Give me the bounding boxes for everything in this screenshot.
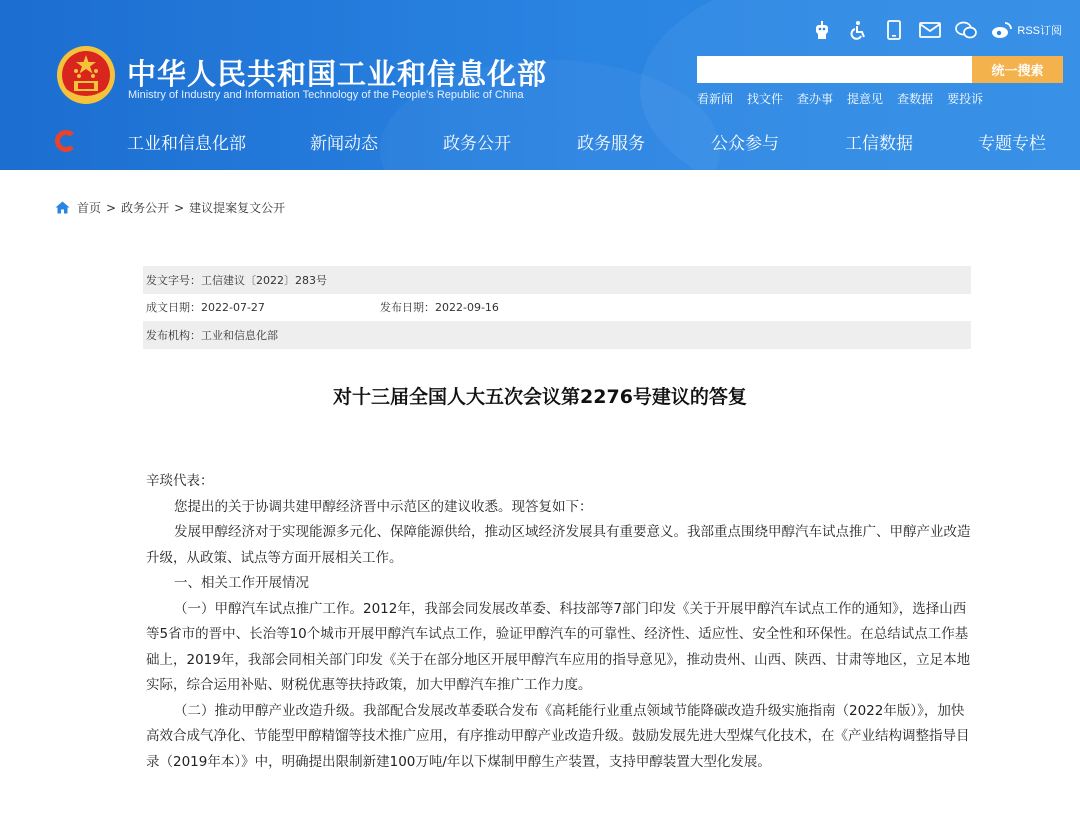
meta-row-doc-number (143, 266, 971, 294)
nav-item-ministry[interactable]: 工业和信息化部 (127, 134, 246, 154)
breadcrumb-separator: > (106, 200, 117, 215)
main-nav (0, 118, 1080, 162)
meta-doc-number: 工信建议〔2022〕283号 (201, 273, 327, 287)
ministry-logo-icon[interactable] (55, 130, 77, 152)
meta-label: 成文日期： (146, 301, 201, 315)
article-body (146, 469, 974, 775)
paragraph: （二）推动甲醇产业改造升级。我部配合发展改革委联合发布《高耗能行业重点领域节能降碳改造升级实施指南（2022年版）》，加快高效合成气净化、节能型甲醇精馏等技术推广应用，有序推动甲醇产业改造升级。鼓励发展先进大型煤气化技术，在《产业结构调整指导目录（2019年本）》中，明确提出限制新建100万吨/年以下煤制甲醇生产装置，支持甲醇装置大型化发展。 (146, 702, 970, 770)
weibo-icon[interactable] (991, 19, 1013, 41)
nav-item-gov-affairs[interactable]: 政务公开 (443, 134, 511, 154)
quick-link-data[interactable]: 查数据 (897, 92, 934, 106)
nav-item-gov-services[interactable]: 政务服务 (577, 134, 645, 154)
breadcrumb-current[interactable]: 建议提案复文公开 (189, 201, 286, 215)
quick-link-services[interactable]: 查办事 (797, 92, 834, 106)
site-title[interactable]: 中华人民共和国工业和信息化部 (127, 57, 548, 91)
section-heading: 一、相关工作开展情况 (174, 575, 309, 591)
document-title: 对十三届全国人大五次会议第2276号建议的答复 (333, 386, 747, 408)
breadcrumb-separator: > (174, 200, 185, 215)
meta-label: 发布日期： (380, 301, 435, 315)
breadcrumb-home[interactable]: 首页 (77, 201, 102, 215)
paragraph: （一）甲醇汽车试点推广工作。2012年，我部会同发展改革委、科技部等7部门印发《关于开展甲醇汽车试点工作的通知》，选择山西等5省市的晋中、长治等10个城市开展甲醇汽车试点工作，验证甲醇汽车的可靠性、经济性、适应性、安全性和环保性。在总结试点工作基础上，2019年，我部会同相关部门印发《关于在部分地区开展甲醇汽车应用的指导意见》，推动贵州、山西、陕西、甘肃等地区，立足本地实际，综合运用补贴、财税优惠等扶持政策，加大甲醇汽车推广工作力度。 (146, 600, 971, 693)
home-icon (55, 201, 70, 214)
paragraph: 发展甲醇经济对于实现能源多元化、保障能源供给，推动区域经济发展具有重要意义。我部重点围绕甲醇汽车试点推广、甲醇产业改造升级，从政策、试点等方面开展相关工作。 (146, 524, 971, 566)
breadcrumb-gov-affairs[interactable]: 政务公开 (121, 201, 170, 215)
breadcrumb (55, 199, 285, 216)
search-button[interactable]: 统一搜索 (972, 56, 1063, 83)
nav-item-data[interactable]: 工信数据 (845, 134, 913, 154)
meta-issuer: 工业和信息化部 (201, 328, 278, 342)
wechat-icon[interactable] (955, 19, 977, 41)
quick-link-feedback[interactable]: 提意见 (847, 92, 884, 106)
meta-publish-date-group (380, 299, 499, 315)
site-header (0, 0, 1080, 170)
nav-item-public-participation[interactable]: 公众参与 (711, 134, 779, 154)
site-subtitle: Ministry of Industry and Information Technology of the People's Republic of China (128, 89, 524, 101)
document-meta-table (143, 266, 971, 349)
mobile-icon[interactable] (883, 19, 905, 41)
paragraph: 您提出的关于协调共建甲醇经济晋中示范区的建议收悉。现答复如下： (174, 498, 593, 515)
mail-icon[interactable] (919, 19, 941, 41)
meta-label: 发布机构： (146, 328, 201, 342)
accessibility-icon[interactable] (847, 19, 869, 41)
robot-icon[interactable] (811, 19, 833, 41)
rss-link[interactable]: RSS订阅 (1017, 25, 1062, 37)
nav-item-news[interactable]: 新闻动态 (310, 134, 378, 154)
search-box (697, 56, 972, 83)
quick-link-complaint[interactable]: 要投诉 (947, 92, 984, 106)
nav-item-special-topics[interactable]: 专题专栏 (978, 134, 1046, 154)
quick-link-documents[interactable]: 找文件 (747, 92, 784, 106)
salutation: 辛琰代表： (146, 473, 214, 489)
meta-written-date: 2022-07-27 (201, 300, 265, 314)
meta-label: 发文字号： (146, 273, 201, 287)
meta-publish-date: 2022-09-16 (435, 301, 499, 315)
top-toolbar (811, 18, 1062, 42)
quick-links (697, 90, 997, 107)
national-emblem-icon[interactable] (56, 45, 116, 105)
meta-row-issuer (143, 321, 971, 349)
quick-link-news[interactable]: 看新闻 (697, 92, 734, 106)
search-input[interactable] (697, 56, 972, 83)
meta-row-dates (143, 294, 971, 322)
